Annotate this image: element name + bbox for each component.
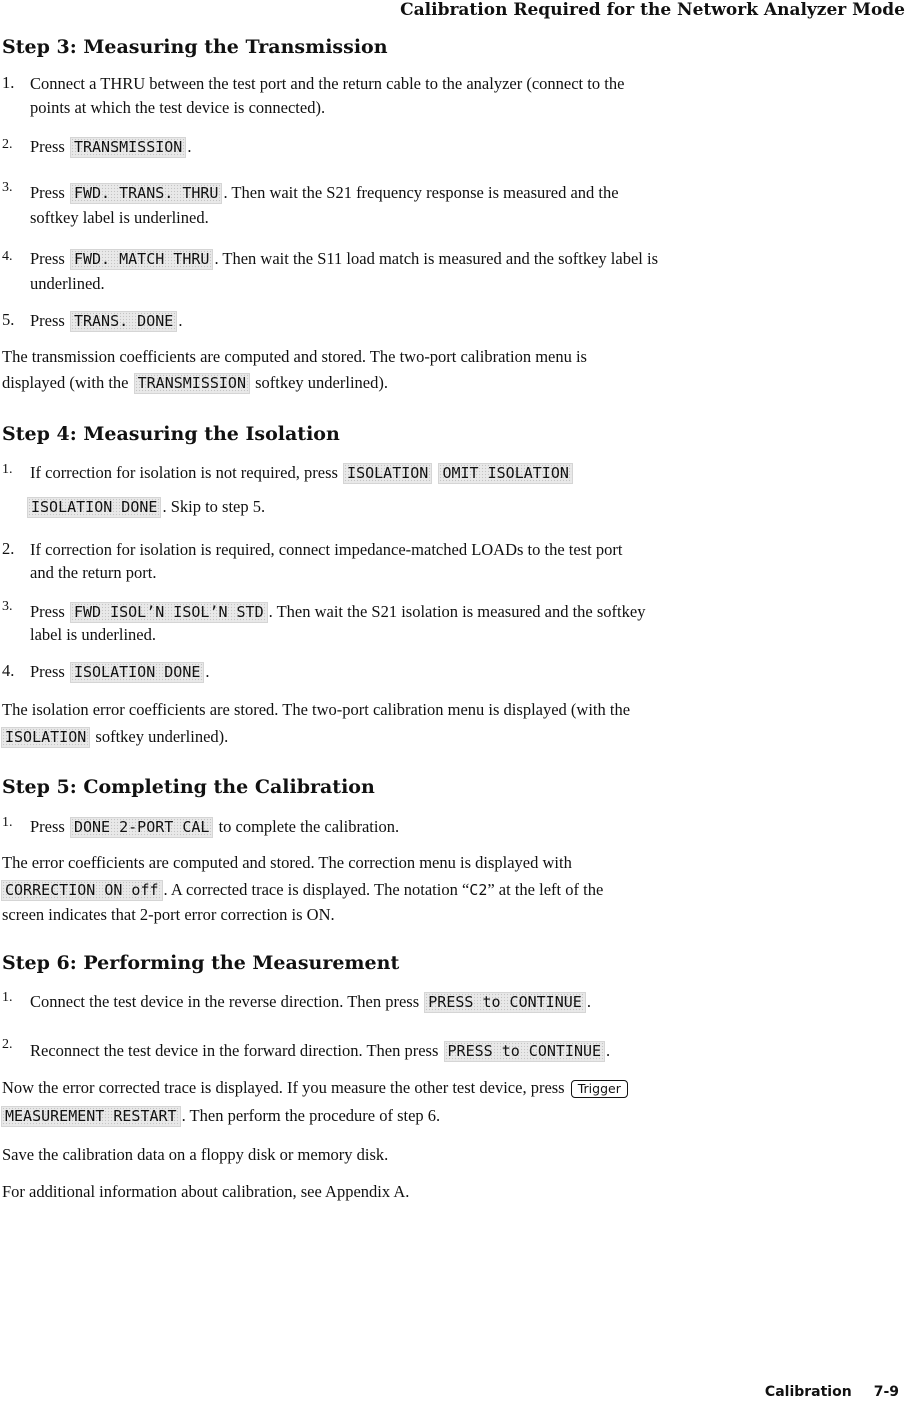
step6-para2: Save the calibration data on a floppy disk or memory disk.	[2, 1145, 389, 1164]
step3-heading: Step 3: Measuring the Transmission	[2, 36, 388, 58]
para-text: displayed (with the	[2, 373, 129, 392]
transmission-softkey: TRANSMISSION	[134, 373, 250, 394]
step5-item1	[30, 816, 399, 838]
isolation-done-softkey[interactable]: ISOLATION DONE	[70, 662, 204, 683]
step6-heading: Step 6: Performing the Measurement	[2, 952, 400, 974]
step4-heading: Step 4: Measuring the Isolation	[2, 423, 340, 445]
fwd-match-thru-softkey[interactable]: FWD. MATCH THRU	[70, 249, 213, 270]
c2-notation: C2	[469, 881, 488, 899]
step4-item1-line1	[30, 462, 574, 484]
step3-para-line2	[2, 372, 388, 394]
item-text: Reconnect the test device in the forward direction. Then press	[30, 1041, 439, 1060]
correction-on-off-softkey[interactable]: CORRECTION ON off	[1, 880, 163, 901]
press-text: Press	[30, 602, 65, 621]
para-text: Now the error corrected trace is displayed. If you measure the other test device, press	[2, 1078, 565, 1097]
item-text: . Then wait the S11 load match is measured and the softkey label is	[214, 249, 658, 268]
list-number: 1.	[2, 73, 15, 92]
trans-done-softkey[interactable]: TRANS. DONE	[70, 311, 177, 332]
list-number: 2.	[2, 137, 13, 152]
running-head: Calibration Required for the Network Analyzer Mode	[400, 0, 905, 20]
para-text: . A corrected trace is displayed. The notation “	[163, 880, 470, 899]
step4-item1-line2	[26, 496, 265, 518]
fwd-isoln-std-softkey[interactable]: FWD ISOL’N ISOL’N STD	[70, 602, 268, 623]
footer-section: Calibration	[764, 1384, 852, 1400]
footer-page-number: 7-9	[873, 1384, 899, 1400]
list-number: 2.	[2, 539, 15, 558]
transmission-softkey[interactable]: TRANSMISSION	[70, 137, 186, 158]
step3-item4-line2: underlined.	[30, 274, 105, 293]
step6-para-line1	[2, 1077, 628, 1099]
item-text: . Then wait the S21 frequency response is measured and the	[223, 183, 619, 202]
step3-item1-line2: points at which the test device is connected).	[30, 98, 326, 117]
para-text: softkey underlined).	[95, 727, 229, 746]
step4-item3-line2: label is underlined.	[30, 625, 157, 644]
list-number: 3.	[2, 180, 13, 195]
list-number: 5.	[2, 310, 15, 329]
item-text: If correction for isolation is not required, press	[30, 463, 338, 482]
press-text: Press	[30, 817, 65, 836]
step3-item1-line1: Connect a THRU between the test port and the return cable to the analyzer (connect to the	[30, 74, 625, 93]
step6-item2	[30, 1040, 610, 1062]
step3-item2	[30, 136, 191, 158]
step4-item3-line1	[30, 601, 645, 623]
list-number: 1.	[2, 990, 13, 1005]
step6-item1	[30, 991, 591, 1013]
isolation-done-softkey[interactable]: ISOLATION DONE	[27, 497, 161, 518]
list-number: 1.	[2, 462, 13, 477]
step3-item5	[30, 310, 182, 332]
trigger-hardkey[interactable]: Trigger	[571, 1080, 628, 1098]
list-number: 4.	[2, 249, 13, 264]
period: .	[187, 137, 192, 156]
item-text: . Then wait the S21 isolation is measured and the softkey	[268, 602, 646, 621]
press-text: Press	[30, 137, 65, 156]
list-number: 2.	[2, 1037, 13, 1052]
step4-item2-line1: If correction for isolation is required, connect impedance-matched LOADs to the test port	[30, 540, 623, 559]
step4-para-line2	[0, 726, 228, 748]
step4-para-line1: The isolation error coefficients are stored. The two-port calibration menu is displayed (with the	[2, 700, 631, 719]
para-text: ” at the left of the	[487, 880, 604, 899]
period: .	[178, 311, 183, 330]
item-text: . Skip to step 5.	[162, 497, 266, 516]
page-footer	[743, 1384, 899, 1400]
fwd-trans-thru-softkey[interactable]: FWD. TRANS. THRU	[70, 183, 223, 204]
list-number: 4.	[2, 661, 15, 680]
item-text: to complete the calibration.	[218, 817, 400, 836]
step5-para-line3: screen indicates that 2-port error correction is ON.	[2, 905, 335, 924]
step6-para-line2	[0, 1105, 440, 1127]
step4-item4	[30, 661, 210, 683]
step6-para3: For additional information about calibration, see Appendix A.	[2, 1182, 410, 1201]
step3-item3-line2: softkey label is underlined.	[30, 208, 209, 227]
press-to-continue-softkey[interactable]: PRESS to CONTINUE	[424, 992, 586, 1013]
omit-isolation-softkey[interactable]: OMIT ISOLATION	[438, 463, 572, 484]
measurement-restart-softkey[interactable]: MEASUREMENT RESTART	[1, 1106, 181, 1127]
period: .	[205, 662, 210, 681]
list-number: 3.	[2, 599, 13, 614]
list-number: 1.	[2, 815, 13, 830]
press-text: Press	[30, 249, 65, 268]
isolation-softkey[interactable]: ISOLATION	[343, 463, 432, 484]
step5-para-line1: The error coefficients are computed and stored. The correction menu is displayed with	[2, 853, 572, 872]
step4-item2-line2: and the return port.	[30, 563, 157, 582]
para-text: softkey underlined).	[255, 373, 388, 392]
press-text: Press	[30, 311, 65, 330]
isolation-softkey: ISOLATION	[1, 727, 90, 748]
para-text: . Then perform the procedure of step 6.	[181, 1106, 441, 1125]
step5-heading: Step 5: Completing the Calibration	[2, 776, 375, 798]
step3-para-line1: The transmission coefficients are computed and stored. The two-port calibration menu is	[2, 347, 587, 366]
period: .	[586, 992, 591, 1011]
step3-item4-line1	[30, 248, 658, 270]
step3-item3-line1	[30, 182, 619, 204]
done-2-port-cal-softkey[interactable]: DONE 2-PORT CAL	[70, 817, 213, 838]
step5-para-line2	[0, 879, 603, 901]
press-text: Press	[30, 183, 65, 202]
period: .	[606, 1041, 611, 1060]
item-text: Connect the test device in the reverse direction. Then press	[30, 992, 420, 1011]
press-text: Press	[30, 662, 65, 681]
press-to-continue-softkey[interactable]: PRESS to CONTINUE	[444, 1041, 606, 1062]
